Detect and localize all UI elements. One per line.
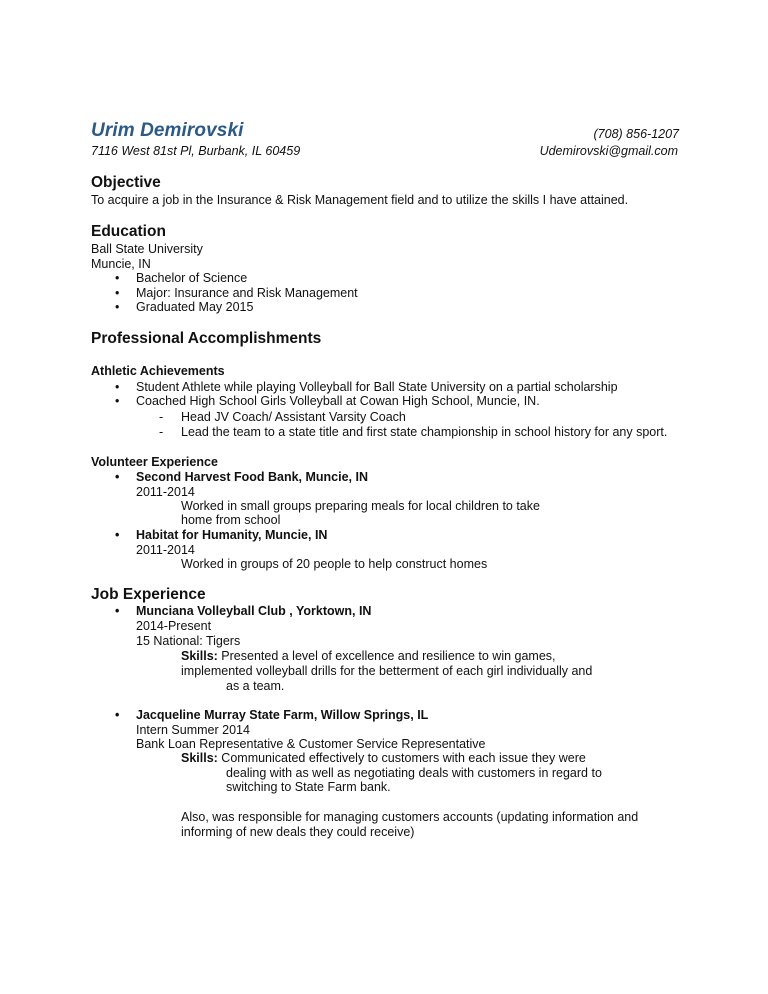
job-employer: • Munciana Volleyball Club , Yorktown, IN <box>136 604 371 619</box>
objective-text: To acquire a job in the Insurance & Risk Management field and to utilize the skills I have attained. <box>91 193 629 207</box>
education-heading: Education <box>91 223 166 240</box>
athletic-subitem: - Head JV Coach/ Assistant Varsity Coach <box>181 410 406 425</box>
job-additional: informing of new deals they could receive) <box>181 825 415 839</box>
job-role: Bank Loan Representative & Customer Service Representative <box>136 737 486 751</box>
volunteer-org: • Habitat for Humanity, Muncie, IN <box>136 528 327 543</box>
job-employer: • Jacqueline Murray State Farm, Willow Springs, IL <box>136 708 428 723</box>
athletic-subitem: - Lead the team to a state title and first state championship in school history for any sport. <box>181 425 667 440</box>
volunteer-org: • Second Harvest Food Bank, Muncie, IN <box>136 470 368 485</box>
volunteer-description: Worked in small groups preparing meals for local children to take <box>181 499 540 513</box>
job-skills-line: as a team. <box>226 679 285 693</box>
education-graduation: • Graduated May 2015 <box>136 300 253 315</box>
job-skills <box>181 649 556 664</box>
skills-text: Presented a level of excellence and resilience to win games, <box>217 649 556 663</box>
job-skills-line: dealing with as well as negotiating deals with customers in regard to <box>226 766 602 780</box>
job-skills-line: switching to State Farm bank. <box>226 780 391 794</box>
applicant-name: Urim Demirovski <box>91 120 244 141</box>
athletic-item: • Student Athlete while playing Volleyball for Ball State University on a partial scholarship <box>136 380 618 395</box>
phone-number: (708) 856-1207 <box>593 127 679 141</box>
skills-label: Skills: <box>181 649 218 663</box>
skills-label: Skills: <box>181 751 218 765</box>
accomplishments-heading: Professional Accomplishments <box>91 330 322 347</box>
volunteer-dates: 2011-2014 <box>136 485 195 499</box>
job-dates: 2014-Present <box>136 619 212 633</box>
volunteer-description: home from school <box>181 513 281 527</box>
education-major: • Major: Insurance and Risk Management <box>136 286 358 301</box>
objective-heading: Objective <box>91 174 161 191</box>
volunteer-heading: Volunteer Experience <box>91 455 218 469</box>
education-degree: • Bachelor of Science <box>136 271 247 286</box>
jobs-heading: Job Experience <box>91 586 206 603</box>
job-skills <box>181 751 586 766</box>
job-dates: Intern Summer 2014 <box>136 723 250 737</box>
skills-text: Communicated effectively to customers with each issue they were <box>217 751 586 765</box>
education-school: Ball State University <box>91 242 203 256</box>
athletic-item: • Coached High School Girls Volleyball at Cowan High School, Muncie, IN. <box>136 394 540 409</box>
athletic-heading: Athletic Achievements <box>91 364 225 378</box>
job-role: 15 National: Tigers <box>136 634 241 648</box>
mailing-address: 7116 West 81st Pl, Burbank, IL 60459 <box>91 144 301 158</box>
volunteer-dates: 2011-2014 <box>136 543 195 557</box>
email-address: Udemirovski@gmail.com <box>539 144 678 158</box>
education-location: Muncie, IN <box>91 257 151 271</box>
job-skills-line: implemented volleyball drills for the betterment of each girl individually and <box>181 664 593 678</box>
job-additional: Also, was responsible for managing customers accounts (updating information and <box>181 810 639 824</box>
volunteer-description: Worked in groups of 20 people to help construct homes <box>181 557 488 571</box>
